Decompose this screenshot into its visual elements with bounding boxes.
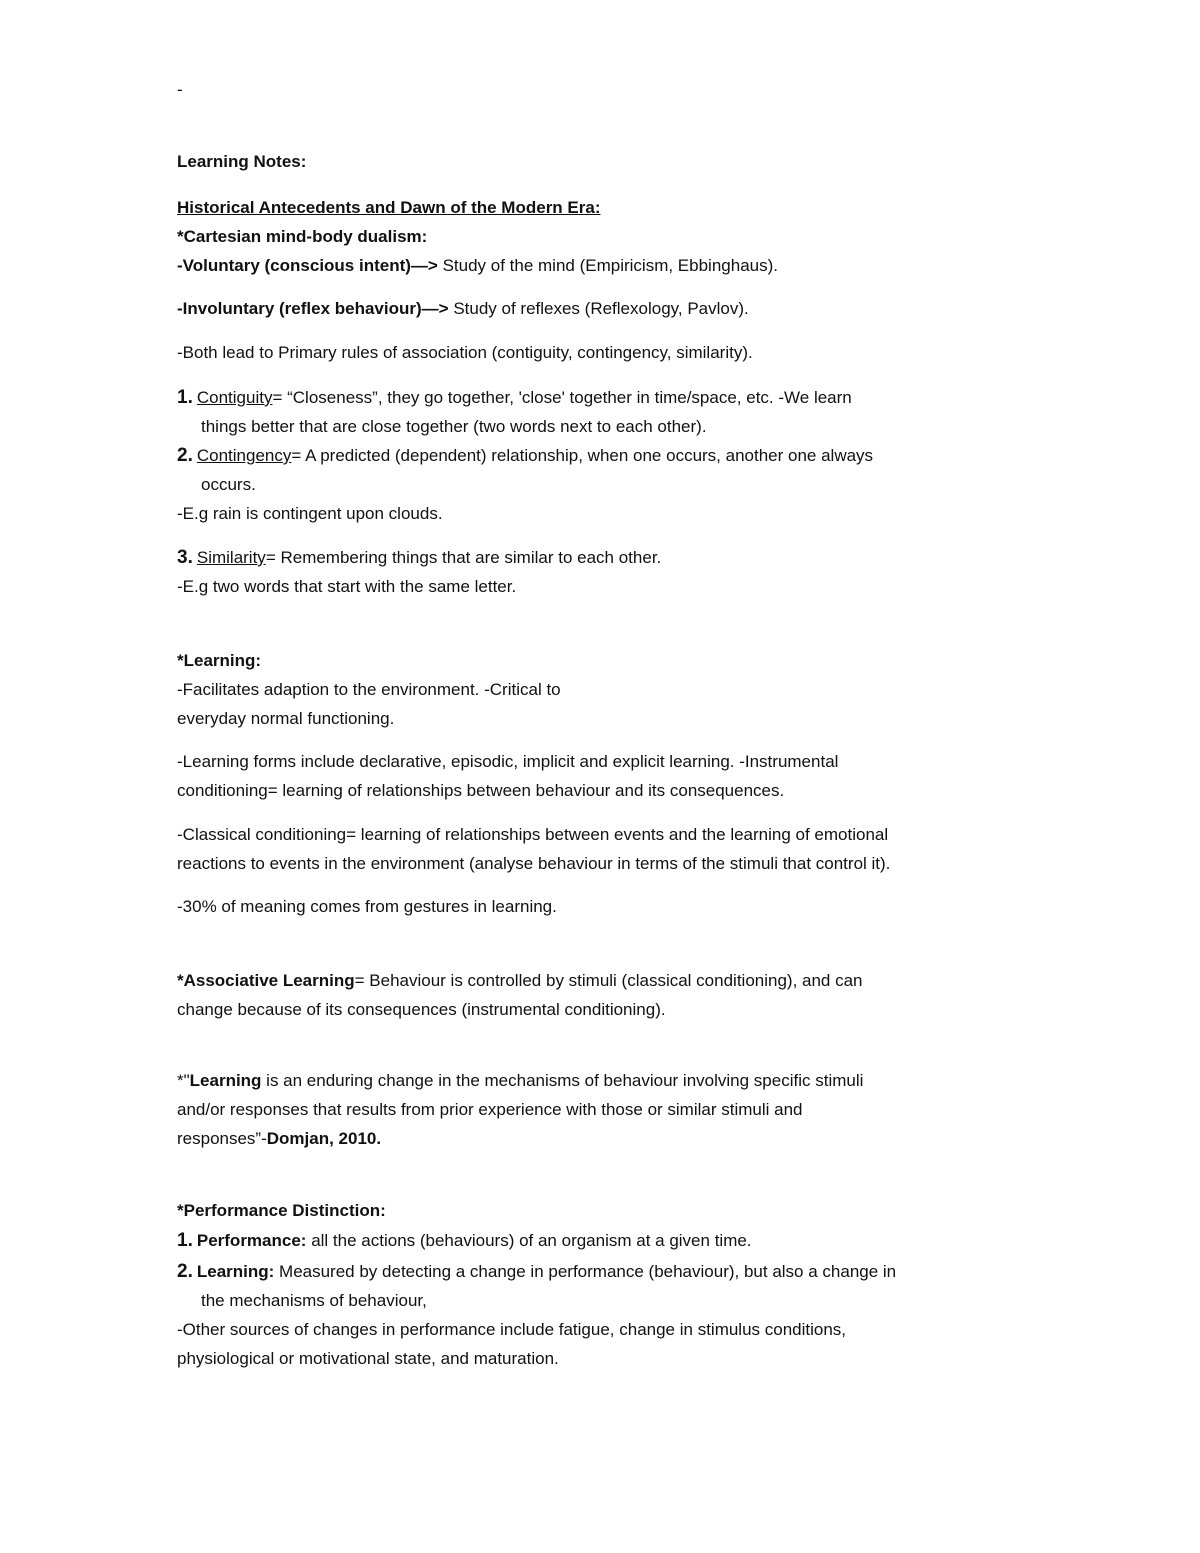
voluntary-line: -Voluntary (conscious intent)—> Study of the mind (Empiricism, Ebbinghaus).: [177, 256, 778, 275]
learning-line-3: -Learning forms include declarative, episodic, implicit and explicit learning. -Instrumental: [177, 752, 839, 771]
learning-line-7: -30% of meaning comes from gestures in learning.: [177, 897, 557, 916]
performance-item-1: 1. Performance: all the actions (behaviours) of an organism at a given time.: [177, 1230, 752, 1251]
learning-line-1: -Facilitates adaption to the environment. -Critical to: [177, 680, 561, 699]
performance-item-2: 2. Learning: Measured by detecting a change in performance (behaviour), but also a change in: [177, 1261, 897, 1282]
performance-item-2-cont: the mechanisms of behaviour,: [201, 1291, 427, 1310]
learning-line-5: -Classical conditioning= learning of relationships between events and the learning of emotional: [177, 825, 889, 844]
involuntary-line: -Involuntary (reflex behaviour)—> Study of reflexes (Reflexology, Pavlov).: [177, 299, 749, 318]
list-item-contingency-cont: occurs.: [201, 475, 256, 494]
top-dash: -: [177, 80, 183, 99]
performance-other-1: -Other sources of changes in performance include fatigue, change in stimulus conditions,: [177, 1320, 847, 1339]
performance-other-2: physiological or motivational state, and maturation.: [177, 1349, 559, 1368]
list-item-similarity: 3. Similarity= Remembering things that are similar to each other.: [177, 547, 662, 568]
quote-line-3: responses”-Domjan, 2010.: [177, 1129, 382, 1148]
associative-learning-line-1: *Associative Learning= Behaviour is controlled by stimuli (classical conditioning), and can: [177, 971, 863, 990]
learning-line-4: conditioning= learning of relationships between behaviour and its consequences.: [177, 781, 785, 800]
list-item-contingency: 2. Contingency= A predicted (dependent) relationship, when one occurs, another one always: [177, 445, 874, 466]
similarity-example: -E.g two words that start with the same letter.: [177, 577, 517, 596]
learning-line-6: reactions to events in the environment (analyse behaviour in terms of the stimuli that control it).: [177, 854, 891, 873]
quote-line-2: and/or responses that results from prior experience with those or similar stimuli and: [177, 1100, 803, 1119]
list-item-contiguity: 1. Contiguity= “Closeness”, they go together, 'close' together in time/space, etc. -We learn: [177, 387, 852, 408]
list-item-contiguity-cont: things better that are close together (two words next to each other).: [201, 417, 707, 436]
quote-line-1: *"Learning is an enduring change in the mechanisms of behaviour involving specific stimuli: [177, 1071, 864, 1090]
learning-heading: *Learning:: [177, 651, 262, 670]
association-rules-line: -Both lead to Primary rules of association (contiguity, contingency, similarity).: [177, 343, 753, 362]
performance-heading: *Performance Distinction:: [177, 1201, 386, 1220]
section-heading-history: Historical Antecedents and Dawn of the Modern Era:: [177, 198, 601, 217]
associative-learning-line-2: change because of its consequences (instrumental conditioning).: [177, 1000, 666, 1019]
page-title: Learning Notes:: [177, 152, 307, 171]
learning-line-2: everyday normal functioning.: [177, 709, 395, 728]
contingency-example: -E.g rain is contingent upon clouds.: [177, 504, 443, 523]
dualism-heading: *Cartesian mind-body dualism:: [177, 227, 428, 246]
